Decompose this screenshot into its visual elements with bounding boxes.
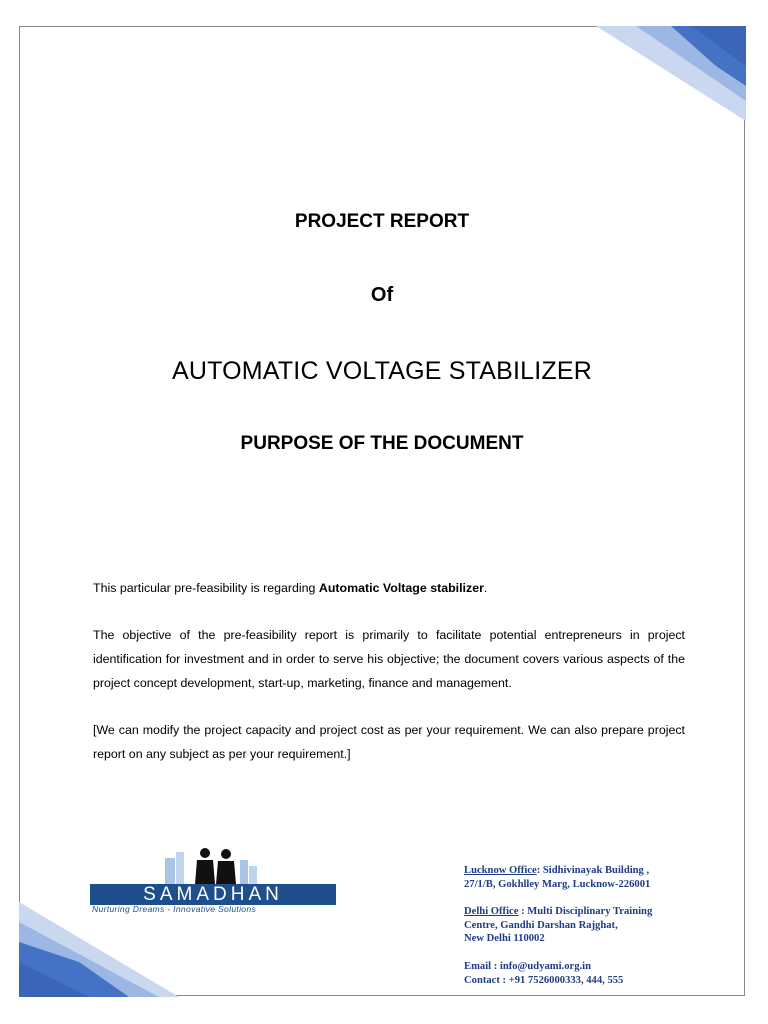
logo-tagline: Nurturing Dreams - Innovative Solutions [92, 904, 257, 914]
objective-paragraph: The objective of the pre-feasibility report is primarily to facilitate potential entrepreneurs in project identification for investment and in order to serve his objective; the document covers various aspects of the project concept development, start-up, marketing, finance and management. [93, 628, 685, 690]
product-title: AUTOMATIC VOLTAGE STABILIZER [171, 357, 593, 385]
corner-decoration-top-right [596, 26, 746, 126]
report-heading: PROJECT REPORT [294, 211, 470, 232]
delhi-office-label: Delhi Office [464, 906, 519, 917]
two-businessmen-icon [160, 846, 260, 886]
delhi-line2: Centre, Gandhi Darshan Rajghat, [464, 919, 618, 931]
delhi-line1: : Multi Disciplinary Training [518, 906, 653, 917]
delhi-line3: New Delhi 110002 [464, 933, 545, 944]
customization-paragraph: [We can modify the project capacity and project cost as per your requirement. We can also prepare project report on any subject as per your requirement.] [93, 723, 685, 761]
corner-decoration-bottom-left [19, 902, 179, 997]
delhi-office-address [464, 905, 704, 946]
lucknow-office-label: Lucknow Office [464, 865, 537, 876]
of-heading: Of [370, 284, 394, 306]
phone-text: Contact : +91 7526000333, 444, 555 [464, 974, 624, 986]
email-text: Email : info@udyami.org.in [464, 961, 591, 972]
intro-product-name: Automatic Voltage stabilizer [318, 581, 484, 595]
intro-paragraph [93, 576, 685, 600]
lucknow-line2: 27/1/B, Gokhlley Marg, Lucknow-226001 [464, 878, 651, 890]
logo-name: SAMADHAN [90, 884, 336, 905]
samadhan-logo [90, 846, 340, 916]
intro-text: This particular pre-feasibility is regarding [93, 581, 319, 595]
section-heading: PURPOSE OF THE DOCUMENT [240, 433, 524, 454]
intro-suffix: . [483, 581, 488, 595]
lucknow-line1: : Sidhivinayak Building , [536, 865, 650, 876]
contact-info [464, 960, 704, 987]
lucknow-office-address [464, 864, 704, 891]
